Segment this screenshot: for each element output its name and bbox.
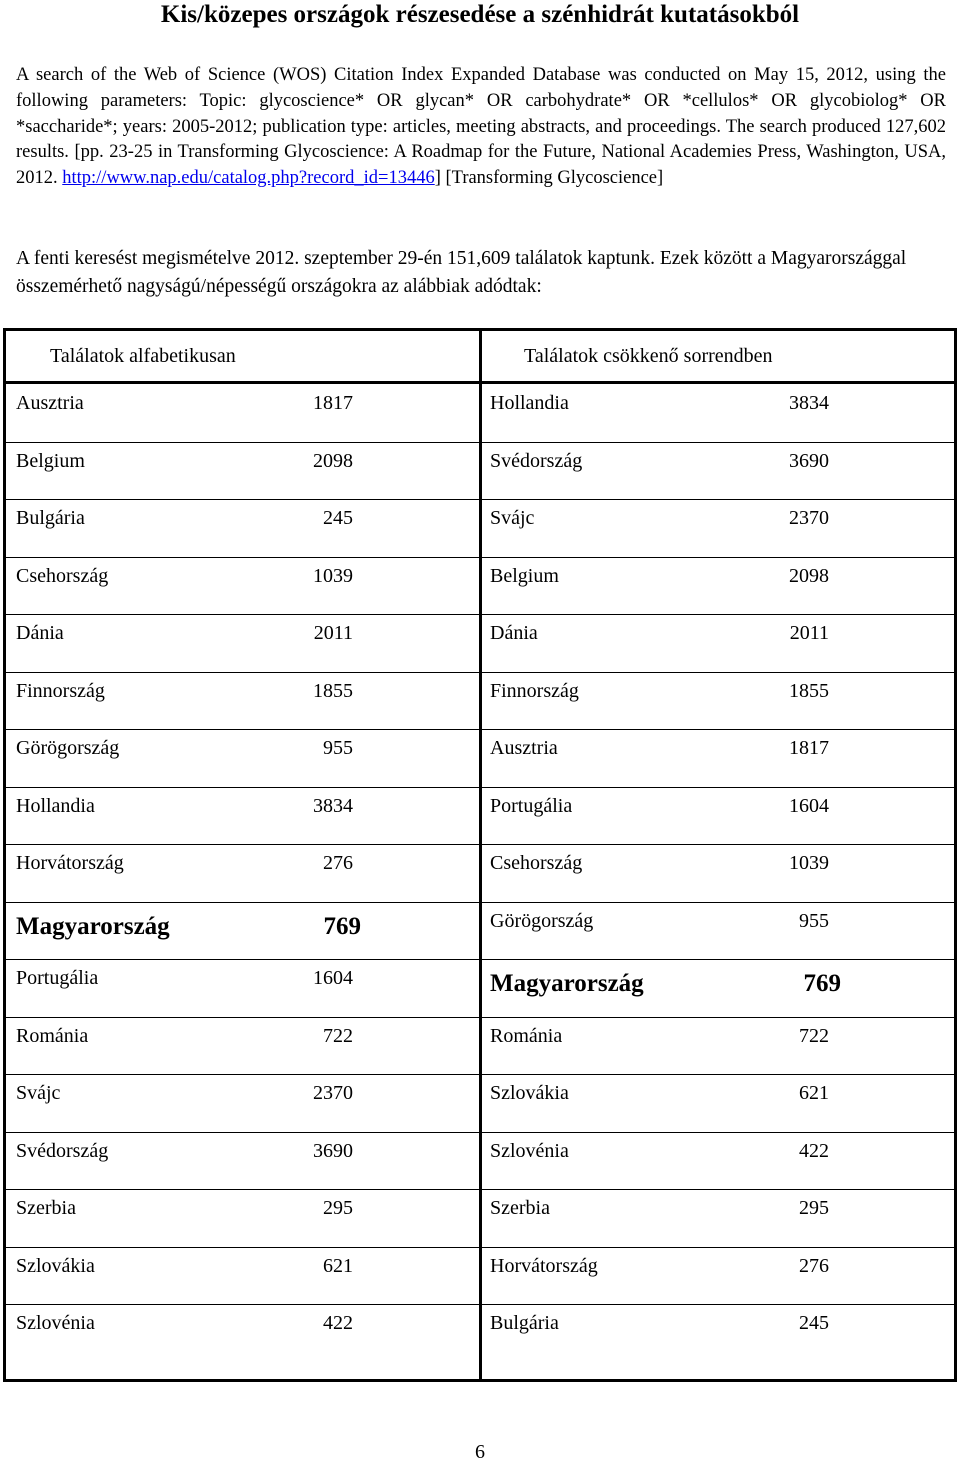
row-rule	[6, 787, 954, 788]
right-country-name: Görögország	[490, 909, 594, 932]
left-country-name: Hollandia	[16, 794, 95, 817]
right-result-count: 245	[799, 1312, 829, 1334]
right-result-count: 722	[799, 1024, 829, 1047]
left-country-name: Bulgária	[16, 507, 85, 529]
left-column-header: Találatok alfabetikusan	[50, 345, 236, 367]
right-result-count: 621	[799, 1082, 829, 1104]
left-result-count: 955	[323, 737, 353, 759]
row-rule	[6, 959, 954, 960]
row-rule	[6, 614, 954, 615]
left-result-count: 1039	[313, 564, 353, 587]
left-country-name: Szerbia	[16, 1197, 76, 1219]
row-rule	[6, 1132, 954, 1133]
right-country-name: Hollandia	[490, 392, 569, 414]
right-result-count: 295	[799, 1197, 829, 1219]
left-result-count: 3690	[313, 1139, 353, 1162]
row-rule	[6, 1247, 954, 1248]
left-country-name: Portugália	[16, 967, 99, 989]
left-result-count: 1855	[313, 679, 353, 702]
right-column-header: Találatok csökkenő sorrendben	[524, 345, 773, 367]
left-country-name: Svájc	[16, 1082, 61, 1104]
left-country-name: Szlovákia	[16, 1254, 95, 1277]
summary-paragraph: A fenti keresést megismételve 2012. szeptember 29-én 151,609 találatok kaptunk. Ezek között a Magyarországgal összemérhető nagyságú/népességű országokra az alábbiak adódtak:	[16, 248, 907, 297]
right-result-count: 3834	[789, 392, 829, 414]
right-result-count: 2011	[789, 622, 829, 644]
right-result-count: 955	[799, 909, 829, 932]
right-result-count: 2370	[789, 507, 829, 529]
right-country-name: Dánia	[490, 622, 538, 644]
header-rule	[6, 381, 954, 384]
left-result-count: 1604	[313, 967, 353, 989]
row-rule	[6, 557, 954, 558]
left-country-name: Magyarország	[16, 912, 170, 940]
left-country-name: Ausztria	[16, 392, 84, 414]
right-country-name: Szerbia	[490, 1197, 550, 1219]
row-rule	[6, 499, 954, 500]
right-result-count: 3690	[789, 449, 829, 472]
right-country-name: Horvátország	[490, 1254, 598, 1277]
row-rule	[6, 1017, 954, 1018]
left-country-name: Románia	[16, 1024, 89, 1047]
right-country-name: Finnország	[490, 679, 579, 702]
right-result-count: 422	[799, 1139, 829, 1162]
left-country-name: Csehország	[16, 564, 109, 587]
right-result-count: 1039	[789, 852, 829, 874]
left-result-count: 2370	[313, 1082, 353, 1104]
left-result-count: 422	[323, 1312, 353, 1334]
left-result-count: 2098	[313, 449, 353, 472]
right-country-name: Ausztria	[490, 737, 558, 759]
column-divider	[479, 331, 482, 1379]
left-country-name: Görögország	[16, 737, 120, 759]
row-rule	[6, 1189, 954, 1190]
row-rule	[6, 1074, 954, 1075]
left-country-name: Svédország	[16, 1139, 109, 1162]
page-number: 6	[475, 1441, 485, 1463]
left-result-count: 245	[323, 507, 353, 529]
row-rule	[6, 729, 954, 730]
left-country-name: Dánia	[16, 622, 64, 644]
left-country-name: Belgium	[16, 449, 85, 472]
right-country-name: Svédország	[490, 449, 583, 472]
right-country-name: Portugália	[490, 794, 573, 817]
right-result-count: 1855	[789, 679, 829, 702]
right-result-count: 1817	[789, 737, 829, 759]
intro-text-tail: ] [Transforming Glycoscience]	[434, 168, 664, 189]
right-result-count: 1604	[789, 794, 829, 817]
left-result-count: 2011	[313, 622, 353, 644]
row-rule	[6, 844, 954, 845]
left-country-name: Horvátország	[16, 852, 124, 874]
right-result-count: 769	[803, 970, 841, 997]
right-country-name: Bulgária	[490, 1312, 559, 1334]
results-table	[3, 328, 957, 1382]
row-rule	[6, 1304, 954, 1305]
row-rule	[6, 672, 954, 673]
left-result-count: 769	[323, 912, 361, 940]
left-result-count: 621	[323, 1254, 353, 1277]
intro-text: A search of the Web of Science (WOS) Citation Index Expanded Database was conducted on May 15, 2012, using the following parameters: Topic: glycoscience* OR glycan* OR carbohydrate* OR *cellulos* OR glycobiolog* OR *saccharide*; years: 2005-2012; publication type: articles, meeting abstracts, and proceedings. The search produced 127,602 results. [pp. 23-25 in Transforming Glycoscience: A Roadmap for the Future, National Academies Press, Washington, USA, 2012.	[16, 65, 946, 189]
page-title: Kis/közepes országok részesedése a szénhidrát kutatásokból	[160, 1, 800, 28]
right-country-name: Csehország	[490, 852, 583, 874]
left-result-count: 3834	[313, 794, 353, 817]
right-result-count: 2098	[789, 564, 829, 587]
row-rule	[6, 442, 954, 443]
right-country-name: Szlovénia	[490, 1139, 569, 1162]
left-country-name: Szlovénia	[16, 1312, 95, 1334]
row-rule	[6, 902, 954, 903]
right-result-count: 276	[799, 1254, 829, 1277]
right-country-name: Románia	[490, 1024, 563, 1047]
right-country-name: Svájc	[490, 507, 535, 529]
right-country-name: Belgium	[490, 564, 559, 587]
left-country-name: Finnország	[16, 679, 105, 702]
left-result-count: 295	[323, 1197, 353, 1219]
right-country-name: Szlovákia	[490, 1082, 569, 1104]
left-result-count: 1817	[313, 392, 353, 414]
left-result-count: 276	[323, 852, 353, 874]
intro-paragraph	[16, 63, 946, 192]
left-result-count: 722	[323, 1024, 353, 1047]
catalog-link[interactable]: http://www.nap.edu/catalog.php?record_id=13446	[62, 168, 435, 189]
right-country-name: Magyarország	[490, 970, 644, 997]
